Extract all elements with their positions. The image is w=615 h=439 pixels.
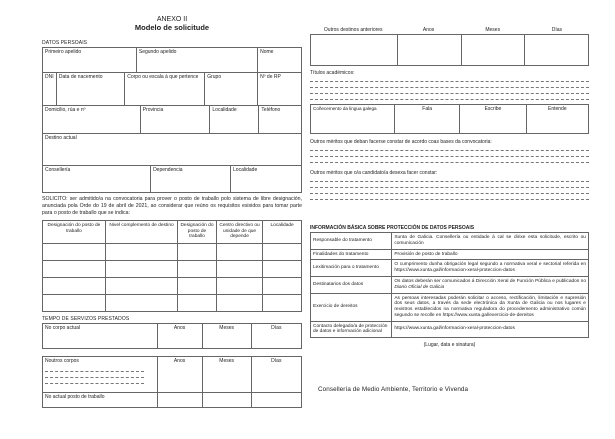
field-corpo-anos[interactable] [157, 324, 202, 348]
label-meses: Meses [219, 358, 235, 364]
fill-line[interactable] [310, 94, 589, 100]
label-actual-posto: No actual posto de traballo [45, 394, 105, 400]
datos-persoais-table [42, 47, 302, 193]
pd-label-destinatarios: Destinatarios dos datos [313, 281, 364, 287]
label-localidade: Localidade [212, 107, 237, 113]
pd-value-responsable: Xunta de Galicia. Consellería ou entidade á cal se dirixe esta solicitude, escrito ou comunicación [391, 233, 588, 249]
pd-value-lexitimacion: O cumprimento dunha obrigación legal segundo a normativa xeral e sectorial referida en https://www.xunta.gal/informacion-xeral-proteccion-datos [391, 260, 588, 276]
posto-cell[interactable] [105, 244, 177, 260]
tempo-corpo-actual-table [42, 323, 302, 349]
posto-cell[interactable] [177, 261, 216, 277]
posto-cell[interactable] [43, 295, 105, 311]
label-escribe: Escribe [484, 106, 502, 112]
label-titulos-academicos: Títulos académicos: [310, 70, 355, 76]
posto-cell[interactable] [216, 295, 262, 311]
label-lingua-galega: Coñecemento da lingua galega [313, 106, 377, 111]
label-no-corpo-actual: No corpo actual [45, 325, 81, 331]
title-anexo: ANEXO II [156, 16, 188, 23]
postos-header-localidade: Localidade [262, 221, 301, 243]
label-telefono: Teléfono [261, 107, 281, 113]
label-dias: Días [271, 358, 282, 364]
posto-cell[interactable] [216, 244, 262, 260]
field-segundo-apelido[interactable] [136, 48, 257, 72]
field-posto-dias[interactable] [251, 393, 301, 407]
label-anos: Anos [173, 325, 186, 331]
posto-cell[interactable] [105, 278, 177, 294]
label-meritos-bases: Outros méritos que deban facerse constar de acordo coas bases da convocatoria: [310, 139, 492, 145]
field-corpo-meses[interactable] [202, 324, 251, 348]
field-telefono[interactable] [258, 106, 301, 133]
posto-cell[interactable] [177, 244, 216, 260]
posto-cell[interactable] [216, 261, 262, 277]
posto-cell[interactable] [262, 244, 301, 260]
posto-cell[interactable] [177, 295, 216, 311]
field-corpo-dias[interactable] [251, 324, 301, 348]
field-entende[interactable] [526, 105, 588, 133]
field-actual-posto[interactable] [43, 393, 157, 407]
postos-header-nivel-complemento: Nivel complemento de destino [105, 221, 177, 243]
field-noutros-anos[interactable] [157, 357, 202, 392]
table-row [311, 233, 588, 249]
pd-label-contacto: Contacto delegado/a de protección de datos e información adicional [313, 323, 388, 335]
outros-destinos-header [310, 27, 589, 33]
field-lingua-galega[interactable] [311, 105, 394, 133]
field-noutros-meses[interactable] [202, 357, 251, 392]
label-anos: Anos [173, 358, 186, 364]
field-noutros-corpos[interactable] [43, 357, 157, 392]
field-dependencia[interactable] [150, 166, 230, 192]
label-nome: Nome [260, 49, 274, 55]
posto-cell[interactable] [177, 278, 216, 294]
tempo-noutros-corpos-table [42, 356, 302, 408]
pd-label-finalidades: Finalidades do tratamento [313, 251, 369, 257]
field-fala[interactable] [394, 105, 459, 133]
posto-cell[interactable] [43, 261, 105, 277]
posto-cell[interactable] [262, 295, 301, 311]
lingua-galega-table [310, 104, 589, 134]
pd-label-responsable: Responsable do tratamento [313, 238, 372, 243]
label-corpo-escala: Corpo ou escala á que pertence [127, 74, 199, 80]
pd-value-finalidades: Provisión de posto de traballo [391, 250, 588, 260]
label-outros-destinos: Outros destinos anteriores [323, 27, 383, 33]
field-data-nacemento[interactable] [56, 73, 124, 105]
label-entende: Entende [547, 106, 567, 112]
table-row [311, 293, 588, 321]
label-noutros-corpos: Noutros corpos [45, 358, 79, 364]
field-domicilio[interactable] [43, 106, 140, 133]
postos-header-designacion-posto-2: Designación do posto de traballo [177, 221, 216, 243]
field-provincia[interactable] [140, 106, 210, 133]
label-destino-actual: Destino actual [45, 135, 77, 141]
field-posto-meses[interactable] [202, 393, 251, 407]
label-conselleria: Consellería [45, 167, 71, 173]
label-dias: Días [271, 325, 282, 331]
field-grupo[interactable] [204, 73, 257, 105]
label-localidade-2: Localidade [233, 167, 258, 173]
pd-label-exercicio: Exercicio de dereitos [313, 304, 358, 310]
table-row [311, 259, 588, 276]
label-primeiro-apelido: Primeiro apelido [45, 49, 82, 55]
pd-value-text: Os datos deberán ser comunicados á Dirección Xeral de Función Pública e publicados no [394, 278, 586, 284]
posto-cell[interactable] [262, 261, 301, 277]
field-destinos-anos[interactable] [397, 35, 461, 65]
label-provincia: Provincia [142, 107, 164, 113]
field-primeiro-apelido[interactable] [43, 48, 136, 72]
title-modelo: Modelo de solicitude [134, 23, 210, 32]
label-meses: Meses [485, 27, 501, 33]
posto-cell[interactable] [43, 244, 105, 260]
label-segundo-apelido: Segundo apelido [138, 49, 177, 55]
footer-conselleria: Consellería de Medio Ambiente, Territorio e Vivenda [318, 386, 469, 393]
label-dependencia: Dependencia [153, 167, 183, 173]
proteccion-datos-table [310, 232, 589, 338]
postos-header-designacion-posto: Designación do posto de traballo [47, 223, 101, 234]
label-fala: Fala [422, 106, 432, 112]
posto-cell[interactable] [43, 278, 105, 294]
fill-line[interactable] [45, 378, 144, 384]
field-no-corpo-actual[interactable] [43, 324, 157, 348]
label-grupo: Grupo [207, 74, 222, 80]
left-column [42, 0, 302, 408]
field-destinos-meses[interactable] [461, 35, 525, 65]
field-corpo-escala[interactable] [124, 73, 204, 105]
pd-value-contacto: https://www.xunta.gal/informacion-xeral-proteccion-datos [391, 322, 588, 337]
solicito-paragraph: SOLICITO: ser admitido/a na convocatoria para prover o posto de traballo polo sistema de libre designación, anunciada pola Orde do 19 de abril de 2021, ao considerar que reúno os requisitos esixidos para tomar parte para o posto de traballo que se indica: [42, 196, 302, 216]
table-row [311, 249, 588, 260]
label-dni: DNI [45, 74, 54, 80]
label-lugar-data-sinatura: (Lugar, data e sinatura) [423, 341, 476, 348]
label-anos: Anos [422, 27, 435, 33]
table-row [311, 321, 588, 337]
pd-label-lexitimacion: Lexitimación para o tratamento [313, 265, 379, 271]
pd-value-exercicio: As persoas interesadas poderán solicitar o acceso, rectificación, limitación e supresión dos seus datos, a través da sede electrónica da Xunta de Galicia ou nos lugares e rexistros establecidos na normativa reguladora do procedemento administrativo común segundo se recolle en https://www.xunta.gal/exercicio-de-dereitos [391, 294, 588, 321]
field-posto-anos[interactable] [157, 393, 202, 407]
field-outros-destinos[interactable] [311, 35, 397, 65]
label-domicilio: Domicilio, rúa e nº [45, 107, 86, 113]
label-dias: Días [551, 27, 563, 33]
label-meritos-candidato: Outros méritos que o/a candidato/a desexa facer constar: [310, 170, 438, 176]
fill-line[interactable] [310, 194, 589, 200]
field-destino-actual[interactable] [43, 134, 301, 165]
outros-destinos-table [310, 34, 589, 66]
field-n-rp[interactable] [257, 73, 301, 105]
section-datos-persoais: DATOS PERSOAIS [42, 40, 88, 46]
posto-cell[interactable] [105, 261, 177, 277]
form-title [42, 16, 302, 32]
label-n-rp: Nº de RP [260, 74, 281, 80]
field-localidade-2[interactable] [230, 166, 301, 192]
section-tempo-servizos: TEMPO DE SERVIZOS PRESTADOS [42, 316, 130, 322]
field-destinos-dias[interactable] [524, 35, 588, 65]
label-meses: Meses [219, 325, 235, 331]
field-dni[interactable] [43, 73, 56, 105]
pd-value-destinatarios [391, 277, 588, 293]
postos-header-centro-directivo: Centro directivo ou unidade de que depende [216, 221, 262, 243]
field-noutros-dias[interactable] [251, 357, 301, 392]
table-row [311, 276, 588, 293]
postos-table [42, 220, 302, 312]
field-localidade[interactable] [209, 106, 258, 133]
right-column [310, 0, 589, 348]
fill-line[interactable] [310, 157, 589, 163]
proteccion-datos-title: INFORMACIÓN BÁSICA SOBRE PROTECCIÓN DE DATOS PERSOAIS [310, 225, 475, 231]
posto-cell[interactable] [216, 278, 262, 294]
field-escribe[interactable] [459, 105, 525, 133]
posto-cell[interactable] [262, 278, 301, 294]
field-nome[interactable] [257, 48, 301, 72]
pd-value-italic: Diario Oficial de Galicia [394, 284, 445, 290]
posto-cell[interactable] [105, 295, 177, 311]
field-conselleria[interactable] [43, 166, 150, 192]
label-data-nacemento: Data de nacemento [58, 74, 103, 80]
